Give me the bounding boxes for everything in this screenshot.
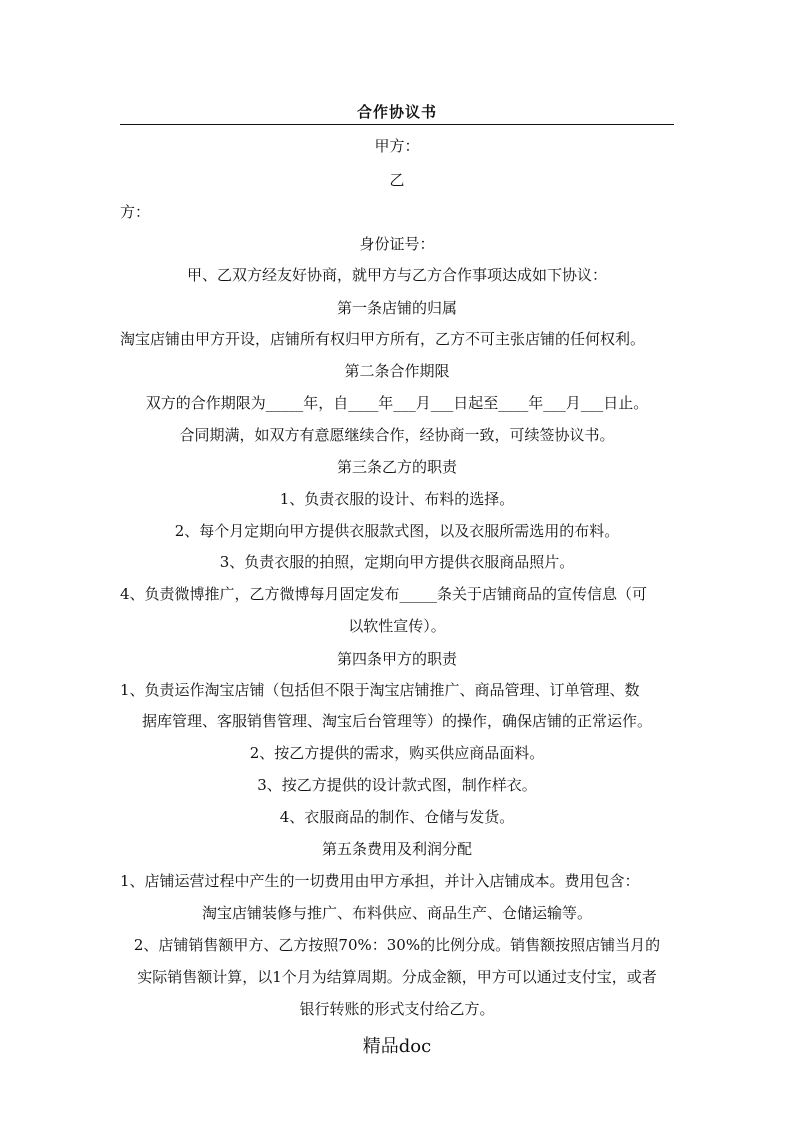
article-3-item-2: 2、每个月定期向甲方提供衣服款式图，以及衣服所需选用的布料。	[174, 522, 620, 540]
party-b-line-part2: 方：	[120, 203, 151, 221]
article-3-item-3: 3、负责衣服的拍照，定期向甲方提供衣服商品照片。	[219, 553, 575, 571]
page-footer: 精品doc	[362, 1036, 432, 1057]
id-number-line: 身份证号：	[359, 235, 435, 253]
article-2-heading: 第二条合作期限	[344, 362, 450, 380]
article-4-item-4: 4、衣服商品的制作、仓储与发货。	[279, 808, 515, 826]
article-4-item-2: 2、按乙方提供的需求，购买供应商品面料。	[249, 744, 545, 762]
article-5-item-1-line1: 1、店铺运营过程中产生的一切费用由甲方承担，并计入店铺成本。费用包含：	[120, 872, 640, 890]
article-4-item-1-line2: 据库管理、客服销售管理、淘宝后台管理等）的操作，确保店铺的正常运作。	[141, 712, 652, 730]
party-a-line: 甲方：	[374, 137, 420, 155]
article-4-heading: 第四条甲方的职责	[336, 650, 457, 668]
article-1-heading: 第一条店铺的归属	[336, 299, 457, 317]
article-5-item-2-line1: 2、店铺销售额甲方、乙方按照70%：30%的比例分成。销售额按照店铺当月的	[133, 936, 661, 954]
preamble-paragraph: 甲、乙双方经友好协商，就甲方与乙方合作事项达成如下协议：	[186, 266, 607, 284]
article-4-item-1-line1: 1、负责运作淘宝店铺（包括但不限于淘宝店铺推广、商品管理、订单管理、数	[120, 681, 640, 699]
article-5-item-2-line3: 银行转账的形式支付给乙方。	[299, 1000, 495, 1018]
article-3-item-1: 1、负责衣服的设计、布料的选择。	[279, 490, 515, 508]
article-5-item-1-line2: 淘宝店铺装修与推广、布料供应、商品生产、仓储运输等。	[201, 904, 592, 922]
article-2-term-line: 双方的合作期限为_____年，自____年___月___日起至____年___月___日止。	[145, 394, 649, 412]
party-b-line-part1: 乙	[389, 171, 405, 189]
article-3-item-4-line2: 以软性宣传）。	[348, 617, 446, 635]
article-5-item-2-line2: 实际销售额计算，以1个月为结算周期。分成金额，甲方可以通过支付宝，或者	[137, 968, 657, 986]
document-title: 合作协议书	[356, 103, 437, 121]
article-1-text: 淘宝店铺由甲方开设，店铺所有权归甲方所有，乙方不可主张店铺的任何权利。	[120, 330, 646, 348]
article-3-heading: 第三条乙方的职责	[336, 458, 457, 476]
article-2-renewal-line: 合同期满，如双方有意愿继续合作，经协商一致，可续签协议书。	[179, 426, 615, 444]
article-5-heading: 第五条费用及利润分配	[321, 840, 472, 858]
article-4-item-3: 3、按乙方提供的设计款式图，制作样衣。	[257, 776, 537, 794]
article-3-item-4-line1: 4、负责微博推广，乙方微博每月固定发布_____条关于店铺商品的宣传信息（可	[120, 585, 648, 603]
title-underline	[120, 124, 674, 125]
